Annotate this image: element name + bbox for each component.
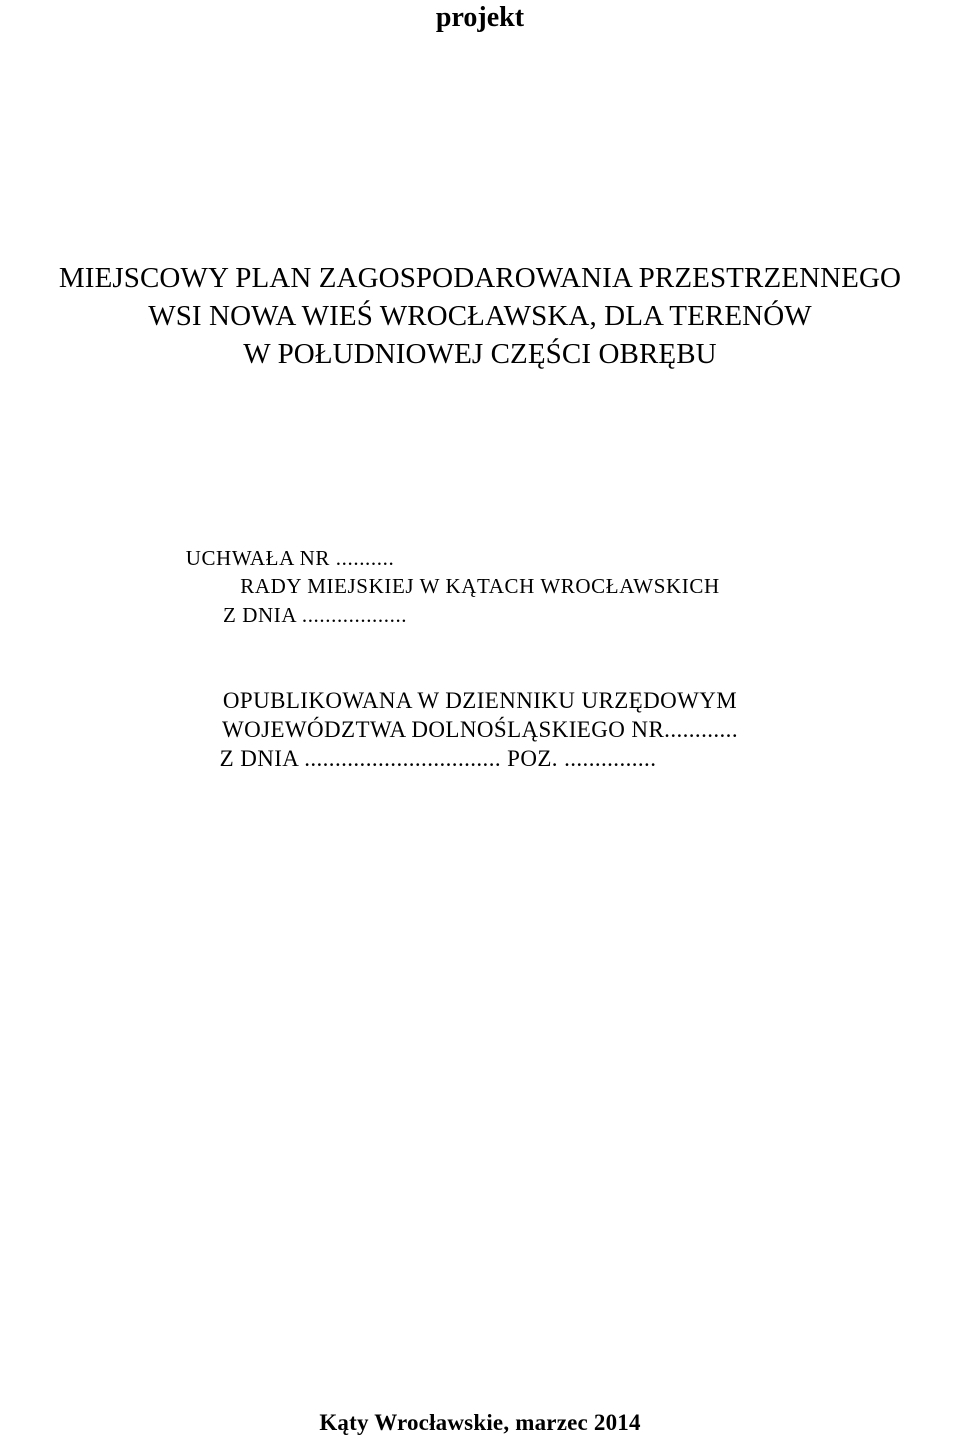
resolution-number: UCHWAŁA NR .......... — [185, 546, 395, 570]
plan-title-line-1: MIEJSCOWY PLAN ZAGOSPODAROWANIA PRZESTRZENNEGO — [58, 262, 902, 294]
place-and-date-footer: Kąty Wrocławskie, marzec 2014 — [319, 1410, 641, 1435]
plan-title-line-2: WSI NOWA WIEŚ WROCŁAWSKA, DLA TERENÓW — [148, 300, 812, 332]
plan-title-line-3: W POŁUDNIOWEJ CZĘŚCI OBRĘBU — [243, 338, 717, 370]
draft-label: projekt — [435, 2, 525, 33]
resolution-council: RADY MIEJSKIEJ W KĄTACH WROCŁAWSKICH — [240, 574, 720, 598]
resolution-date: Z DNIA .................. — [222, 603, 413, 627]
publication-line-3: Z DNIA ................................ POZ. ............... — [219, 746, 657, 771]
publication-line-2: WOJEWÓDZTWA DOLNOŚLĄSKIEGO NR............ — [222, 717, 738, 742]
publication-line-1: OPUBLIKOWANA W DZIENNIKU URZĘDOWYM — [222, 688, 738, 713]
